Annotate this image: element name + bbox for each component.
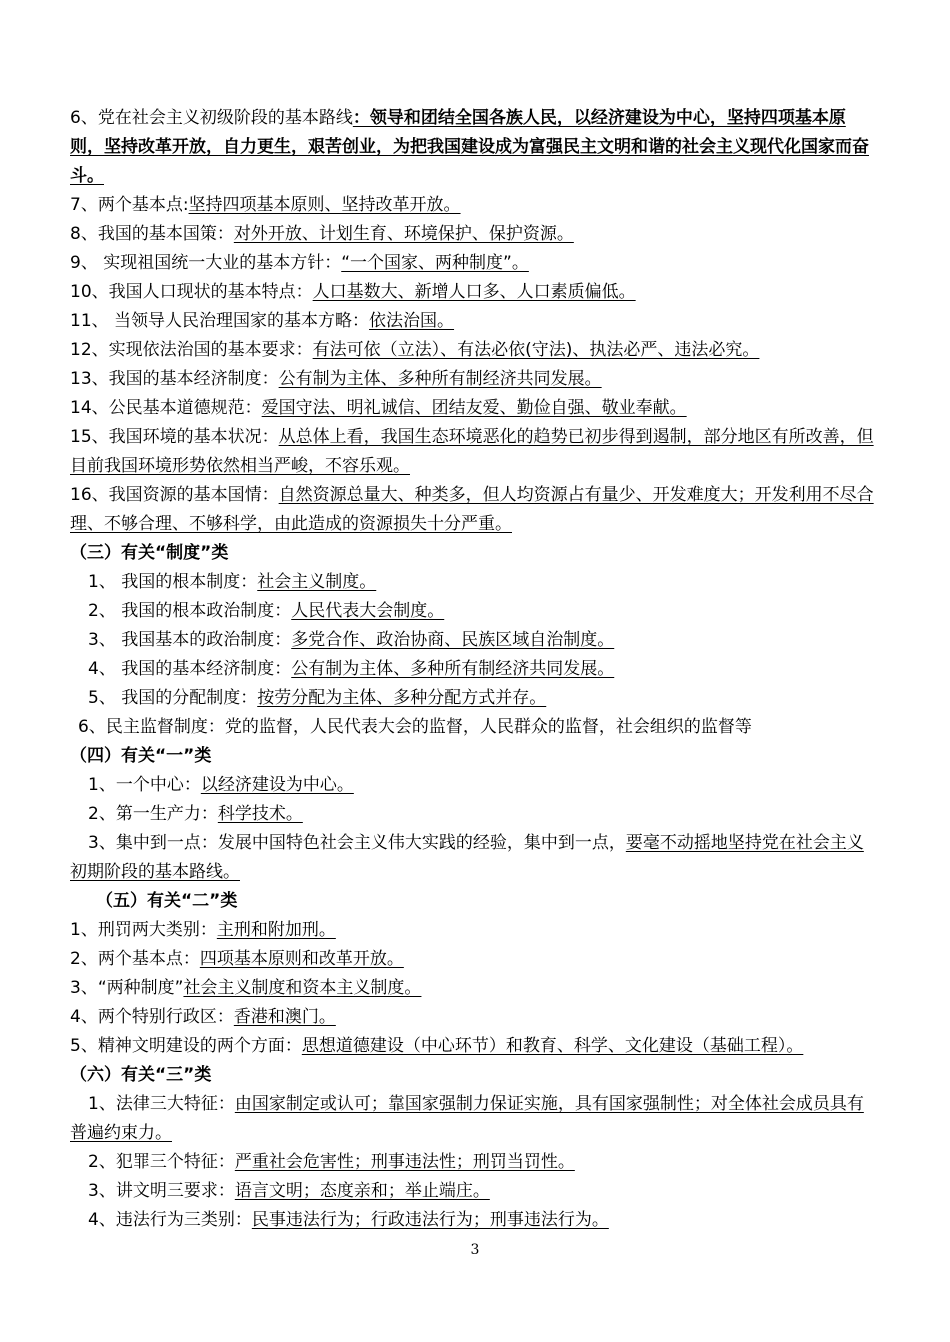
item-prefix: 8、我国的基本国策： — [70, 224, 234, 244]
item-prefix: 2、两个基本点： — [70, 949, 200, 969]
sec3-item-6: 6、民主监督制度：党的监督，人民代表大会的监督，人民群众的监督，社会组织的监督等 — [78, 717, 752, 737]
item-7 — [70, 191, 874, 220]
document-body — [70, 104, 874, 1235]
item-prefix: 13、我国的基本经济制度： — [70, 369, 279, 389]
sec3-item-1 — [70, 568, 874, 597]
item-answer: 四项基本原则和改革开放。 — [199, 949, 404, 969]
item-answer: 自然资源总量大、种类多，但人均资源占有量少、开发难度大；开发利用不尽合理、不够合理、不够科学，由此造成的资源损失十分严重。 — [70, 485, 874, 534]
item-13 — [70, 365, 874, 394]
item-prefix: 14、公民基本道德规范： — [70, 398, 262, 418]
item-prefix: 3、 我国基本的政治制度： — [88, 630, 292, 650]
item-answer: 坚持四项基本原则、坚持改革开放。 — [188, 195, 461, 215]
sec5-item-4 — [70, 1003, 874, 1032]
item-8 — [70, 220, 874, 249]
item-prefix: 10、我国人口现状的基本特点： — [70, 282, 313, 302]
item-15 — [70, 423, 874, 481]
sec3-item-2 — [70, 597, 874, 626]
item-prefix: 6、党在社会主义初级阶段的基本路线 — [70, 108, 353, 128]
item-answer: 人口基数大、新增人口多、人口素质偏低。 — [312, 282, 636, 302]
item-answer: 语言文明；态度亲和；举止端庄。 — [234, 1181, 490, 1201]
page-number: 3 — [470, 1242, 480, 1258]
item-prefix: 15、我国环境的基本状况： — [70, 427, 279, 447]
item-prefix: 7、两个基本点: — [70, 195, 189, 215]
item-prefix: 1、刑罚两大类别： — [70, 920, 217, 940]
item-prefix: 4、违法行为三类别： — [88, 1210, 252, 1230]
item-answer: 科学技术。 — [217, 804, 303, 824]
item-answer: 社会主义制度。 — [257, 572, 377, 592]
item-prefix: 4、 我国的基本经济制度： — [88, 659, 292, 679]
item-answer: 思想道德建设（中心环节）和教育、科学、文化建设（基础工程）。 — [301, 1036, 804, 1056]
item-answer: 严重社会危害性；刑事违法性；刑罚当罚性。 — [234, 1152, 575, 1172]
item-6 — [70, 104, 874, 191]
sec5-item-1 — [70, 916, 874, 945]
sec4-item-3 — [70, 829, 874, 887]
item-answer: 人民代表大会制度。 — [291, 601, 445, 621]
item-prefix: 3、“两种制度” — [70, 978, 184, 998]
sec3-item-4 — [70, 655, 874, 684]
item-prefix: 1、法律三大特征： — [88, 1094, 235, 1114]
sec3-item-3 — [70, 626, 874, 655]
section-heading-4: （四）有关“一”类 — [70, 746, 212, 766]
item-prefix: 2、 我国的根本政治制度： — [88, 601, 292, 621]
item-prefix: 4、两个特别行政区： — [70, 1007, 234, 1027]
item-answer: 按劳分配为主体、多种分配方式并存。 — [257, 688, 547, 708]
item-answer: 社会主义制度和资本主义制度。 — [183, 978, 422, 998]
section-heading-5: （五）有关“二”类 — [96, 891, 238, 911]
item-prefix: 1、 我国的根本制度： — [88, 572, 258, 592]
item-prefix: 11、 当领导人民治理国家的基本方略： — [70, 311, 370, 331]
item-prefix: 3、集中到一点：发展中国特色社会主义伟大实践的经验，集中到一点， — [88, 833, 626, 853]
item-16 — [70, 481, 874, 539]
item-prefix: 1、一个中心： — [88, 775, 201, 795]
item-answer: 对外开放、计划生育、环境保护、保护资源。 — [233, 224, 574, 244]
item-answer: 有法可依（立法）、有法必依(守法)、执法必严、违法必究。 — [312, 340, 760, 360]
sec6-item-2 — [70, 1148, 874, 1177]
item-answer: 要毫不动摇地坚持党在社会主义初期阶段的基本路线。 — [70, 833, 864, 882]
item-answer: 以经济建设为中心。 — [200, 775, 354, 795]
item-prefix: 2、犯罪三个特征： — [88, 1152, 235, 1172]
sec3-item-5 — [70, 684, 874, 713]
item-prefix: 2、第一生产力： — [88, 804, 218, 824]
item-prefix: 5、精神文明建设的两个方面： — [70, 1036, 302, 1056]
sec6-item-4 — [70, 1206, 874, 1235]
sec5-item-2 — [70, 945, 874, 974]
sec6-item-3 — [70, 1177, 874, 1206]
item-answer: 公有制为主体、多种所有制经济共同发展。 — [278, 369, 602, 389]
item-14 — [70, 394, 874, 423]
section-heading-6: （六）有关“三”类 — [70, 1065, 212, 1085]
item-prefix: 12、实现依法治国的基本要求： — [70, 340, 313, 360]
item-prefix: 16、我国资源的基本国情： — [70, 485, 279, 505]
sec5-item-3 — [70, 974, 874, 1003]
sec4-item-2 — [70, 800, 874, 829]
item-answer: 依法治国。 — [369, 311, 455, 331]
item-12 — [70, 336, 874, 365]
item-answer: 从总体上看，我国生态环境恶化的趋势已初步得到遏制，部分地区有所改善，但目前我国环境形势依然相当严峻，不容乐观。 — [70, 427, 874, 476]
item-answer: 由国家制定或认可；靠国家强制力保证实施，具有国家强制性；对全体社会成员具有普遍约束力。 — [70, 1094, 864, 1143]
item-answer: 爱国守法、明礼诚信、团结友爱、勤俭自强、敬业奉献。 — [261, 398, 687, 418]
section-heading-3: （三）有关“制度”类 — [70, 543, 229, 563]
sec5-item-5 — [70, 1032, 874, 1061]
item-11 — [70, 307, 874, 336]
item-answer: 多党合作、政治协商、民族区域自治制度。 — [291, 630, 615, 650]
item-prefix: 3、讲文明三要求： — [88, 1181, 235, 1201]
item-answer: 公有制为主体、多种所有制经济共同发展。 — [291, 659, 615, 679]
item-answer: ：领导和团结全国各族人民，以经济建设为中心，坚持四项基本原则，坚持改革开放，自力更生，艰苦创业，为把我国建设成为富强民主文明和谐的社会主义现代化国家而奋斗。 — [70, 108, 869, 186]
item-answer: 主刑和附加刑。 — [216, 920, 336, 940]
item-9 — [70, 249, 874, 278]
sec6-item-1 — [70, 1090, 874, 1148]
item-prefix: 5、 我国的分配制度： — [88, 688, 258, 708]
item-10 — [70, 278, 874, 307]
item-answer: “一个国家、两种制度”。 — [341, 253, 529, 273]
sec4-item-1 — [70, 771, 874, 800]
item-answer: 香港和澳门。 — [233, 1007, 336, 1027]
item-answer: 民事违法行为；行政违法行为；刑事违法行为。 — [251, 1210, 609, 1230]
item-prefix: 9、 实现祖国统一大业的基本方针： — [70, 253, 342, 273]
